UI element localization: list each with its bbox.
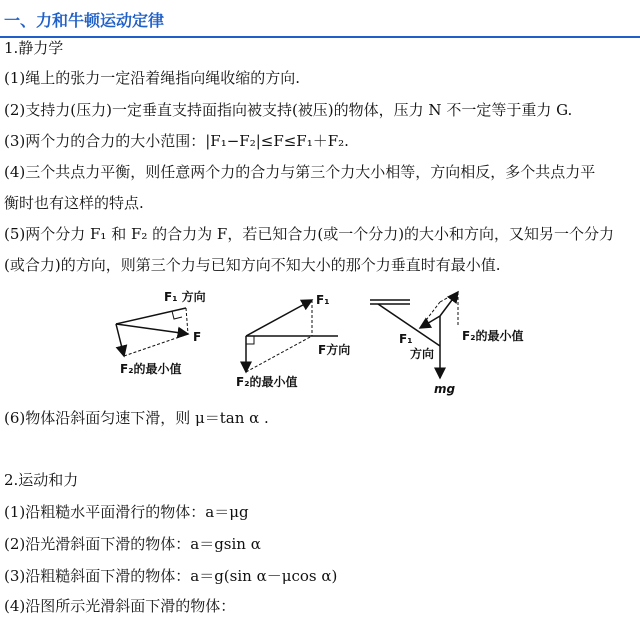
dynamics-item-2: (2)沿光滑斜面下滑的物体：a＝gsin α (4, 535, 261, 553)
statics-item-6: (6)物体沿斜面匀速下滑，则 μ＝tan α . (4, 409, 269, 427)
figure-2 (236, 293, 350, 389)
fig1-dashed-2 (124, 334, 188, 356)
fig3-f1-label: F₁ (399, 332, 413, 346)
dynamics-item-3: (3)沿粗糙斜面下滑的物体：a＝g(sin α－μcos α) (4, 567, 338, 585)
figure-3 (370, 292, 523, 396)
fig3-dashed-1 (420, 302, 440, 328)
dynamics-title: 2.运动和力 (4, 471, 79, 489)
statics-title: 1.静力学 (4, 39, 64, 57)
fig1-resultant-f (116, 324, 188, 334)
dynamics-item-1: (1)沿粗糙水平面滑行的物体：a＝μg (4, 503, 249, 521)
fig1-f2-min (116, 324, 124, 356)
statics-item-2: (2)支持力(压力)一定垂直支持面指向被支持(被压)的物体，压力 N 不一定等于重力 G. (4, 101, 573, 119)
section-heading: 一、力和牛顿运动定律 (4, 11, 165, 30)
fig2-dashed-diagonal (246, 336, 312, 372)
fig2-f-label: F方向 (318, 343, 351, 357)
section-heading-bar (0, 2, 640, 38)
statics-item-5b: (或合力)的方向，则第三个力与已知方向不知大小的那个力垂直时有最小值. (4, 256, 501, 274)
fig3-f1-vector (420, 316, 440, 328)
dynamics-item-4: (4)沿图所示光滑斜面下滑的物体： (4, 597, 236, 615)
fig3-dir-label: 方向 (410, 347, 435, 361)
fig3-f2-label: F₂的最小值 (462, 329, 524, 343)
fig3-dashed-2 (440, 292, 458, 302)
force-diagrams (0, 280, 640, 400)
statics-item-4b: 衡时也有这样的特点. (4, 194, 144, 212)
fig1-right-angle (172, 311, 182, 319)
fig2-f1-label: F₁ (316, 293, 330, 307)
fig1-dashed-1 (186, 308, 188, 334)
fig3-f2-min (440, 292, 458, 316)
statics-item-5a: (5)两个分力 F₁ 和 F₂ 的合力为 F，若已知合力(或一个分力)的大小和方向，又知另一个分力 (4, 225, 615, 243)
statics-item-4a: (4)三个共点力平衡，则任意两个力的合力与第三个力大小相等，方向相反，多个共点力平 (4, 163, 596, 181)
statics-item-1: (1)绳上的张力一定沿着绳指向绳收缩的方向. (4, 69, 301, 87)
fig1-f-label: F (193, 330, 202, 344)
fig3-mg-label: mg (434, 382, 456, 396)
fig2-f2-label: F₂的最小值 (236, 375, 298, 389)
fig1-f2-label: F₂的最小值 (120, 362, 182, 376)
fig2-f1-vector (246, 300, 312, 336)
fig1-f1-direction-line (116, 308, 186, 324)
fig1-f1-label: F₁ 方向 (164, 290, 206, 304)
statics-item-3: (3)两个力的合力的大小范围：|F₁−F₂|≤F≤F₁＋F₂. (4, 132, 349, 150)
fig2-right-angle (246, 336, 254, 344)
figure-1 (116, 289, 206, 376)
